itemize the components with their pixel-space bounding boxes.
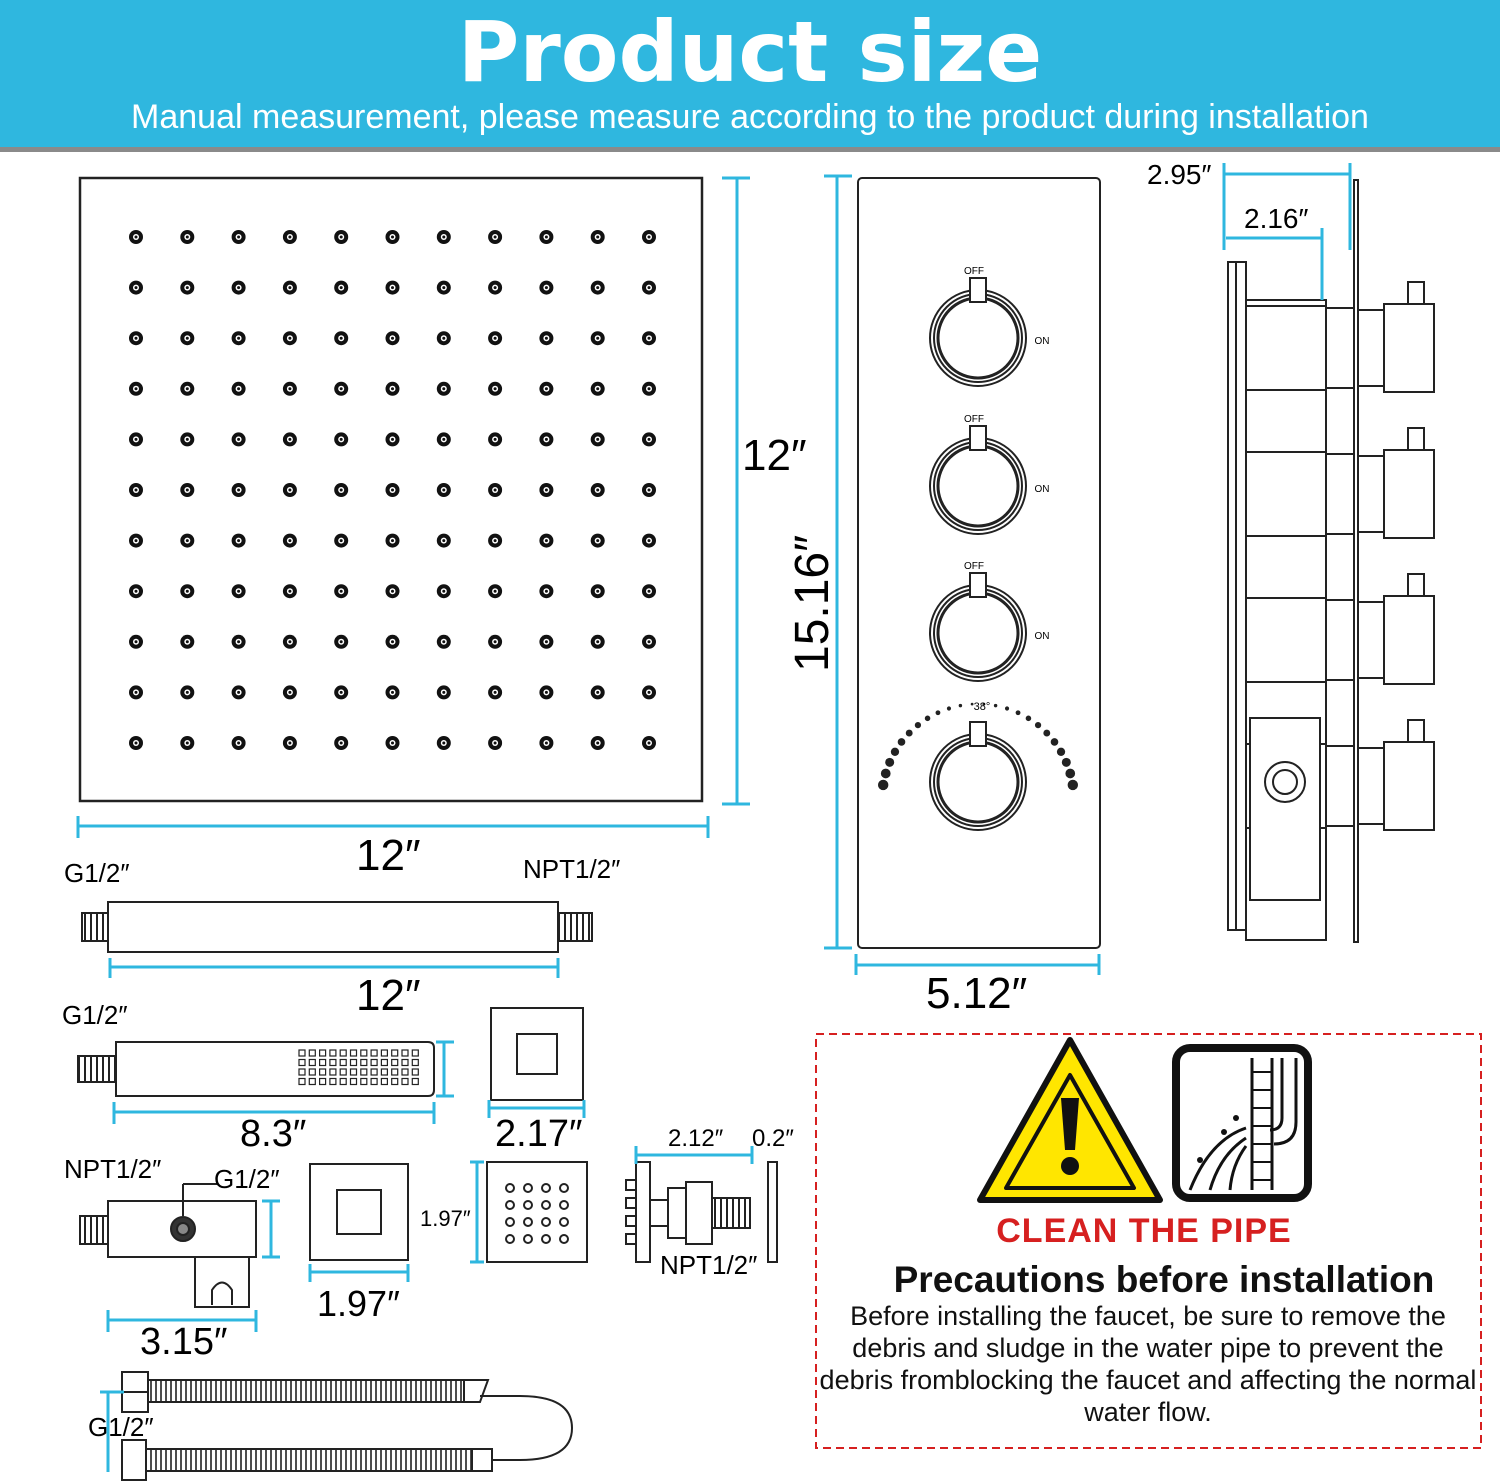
shower-arm-left-thread-label: G1/2″ — [64, 858, 130, 888]
square-flange — [491, 1008, 583, 1100]
jet-hole — [560, 1201, 568, 1209]
temp-dot — [915, 722, 921, 728]
hand-shower — [78, 1042, 434, 1096]
spray-hole — [330, 1060, 336, 1066]
page-subtitle: Manual measurement, please measure according to the product during installation — [131, 98, 1369, 136]
jet-hole — [506, 1201, 514, 1209]
jet-hole — [524, 1184, 532, 1192]
jet-hole — [524, 1235, 532, 1243]
spray-hole — [361, 1079, 367, 1085]
temp-dot — [1026, 716, 1032, 722]
spray-hole — [371, 1060, 377, 1066]
knob-off-label: OFF — [964, 561, 984, 572]
outlet-holder-length-label: 3.15″ — [140, 1321, 228, 1363]
temp-dot — [959, 704, 962, 707]
spray-hole — [330, 1050, 336, 1056]
shower-head-height-label: 12″ — [742, 431, 807, 480]
hand-shower-thread-label: G1/2″ — [62, 1000, 128, 1030]
body-jet-side-view — [626, 1162, 777, 1262]
side-knob-base — [1358, 456, 1384, 532]
spray-hole — [340, 1060, 346, 1066]
side-knob — [1384, 742, 1434, 830]
shower-head-width-label: 12″ — [356, 831, 421, 880]
spray-hole — [371, 1050, 377, 1056]
knob-on-label: ON — [1034, 484, 1050, 495]
side-knob — [1384, 596, 1434, 684]
side-body — [1246, 452, 1326, 536]
temp-dot — [881, 769, 891, 779]
side-knob — [1384, 450, 1434, 538]
temp-dot — [898, 738, 906, 746]
knob-off-label: OFF — [964, 266, 984, 277]
side-knob — [1384, 304, 1434, 392]
temp-dot — [1065, 769, 1075, 779]
knob-off-label: OFF — [964, 414, 984, 425]
temp-dot — [906, 730, 913, 737]
jet-hole — [560, 1184, 568, 1192]
clean-pipe-caption: CLEAN THE PIPE — [996, 1212, 1292, 1250]
shower-arm-right-thread-label: NPT1/2″ — [523, 854, 621, 884]
temp-dot — [1068, 780, 1078, 790]
side-knob-base — [1358, 602, 1384, 678]
temp-dot — [891, 748, 899, 756]
side-collar — [1326, 308, 1354, 388]
spray-hole — [361, 1060, 367, 1066]
precautions-body: Before installing the faucet, be sure to remove the debris and sludge in the water pipe to prevent the debris fromblocking the faucet and affecting the normal water flow. — [819, 1301, 1477, 1427]
shower-head — [80, 178, 702, 801]
spray-hole — [392, 1069, 398, 1075]
temp-dot — [1051, 738, 1059, 746]
knob-lever — [970, 278, 986, 302]
spray-hole — [351, 1069, 357, 1075]
spray-hole — [351, 1079, 357, 1085]
spray-hole — [351, 1050, 357, 1056]
spray-hole — [412, 1069, 418, 1075]
jet-hole — [524, 1201, 532, 1209]
jet-hole — [560, 1235, 568, 1243]
knob-on-label: ON — [1034, 336, 1050, 347]
spray-hole — [412, 1079, 418, 1085]
spray-hole — [361, 1069, 367, 1075]
knob-lever — [970, 426, 986, 450]
side-depth-outer-label: 2.95″ — [1147, 159, 1212, 190]
spray-hole — [381, 1060, 387, 1066]
shower-hose — [122, 1372, 572, 1480]
jet-hole — [560, 1218, 568, 1226]
jet-plate-thickness-label: 0.2″ — [752, 1125, 794, 1152]
spray-hole — [361, 1050, 367, 1056]
valve-knob — [930, 585, 1026, 681]
spray-hole — [309, 1050, 315, 1056]
spray-hole — [299, 1069, 305, 1075]
square-plate — [310, 1164, 408, 1260]
square-plate-dimension — [310, 1264, 408, 1282]
spray-hole — [330, 1069, 336, 1075]
knob-lever — [970, 573, 986, 597]
jet-hole — [524, 1218, 532, 1226]
spray-hole — [371, 1079, 377, 1085]
spray-hole — [299, 1050, 305, 1056]
jet-hole — [542, 1184, 550, 1192]
spray-hole — [381, 1079, 387, 1085]
temp-dot — [885, 758, 894, 767]
spray-hole — [320, 1050, 326, 1056]
jet-hole — [506, 1218, 514, 1226]
spray-hole — [412, 1050, 418, 1056]
side-lever — [1408, 574, 1424, 596]
knob-on-label: ON — [1034, 631, 1050, 642]
side-lever — [1408, 720, 1424, 742]
side-depth-inner-label: 2.16″ — [1244, 203, 1309, 234]
valve-panel — [858, 178, 1100, 948]
shower-arm-length-dimension — [110, 958, 558, 978]
temp-dot — [1062, 758, 1071, 767]
spray-hole — [351, 1060, 357, 1066]
jet-side-thread-label: NPT1/2″ — [660, 1250, 758, 1280]
spray-hole — [309, 1069, 315, 1075]
temp-dot — [925, 716, 931, 722]
temp-dot — [947, 706, 951, 710]
spray-hole — [320, 1060, 326, 1066]
temp-dot — [1057, 748, 1065, 756]
spray-hole — [392, 1079, 398, 1085]
body-jet-size-label: 1.97″ — [420, 1206, 471, 1231]
side-lever — [1408, 428, 1424, 450]
spray-hole — [402, 1079, 408, 1085]
jet-side-length-label: 2.12″ — [668, 1125, 724, 1152]
outlet-holder-left-thread-label: NPT1/2″ — [64, 1154, 162, 1184]
spray-hole — [392, 1060, 398, 1066]
side-body — [1246, 306, 1326, 390]
side-collar — [1326, 746, 1354, 826]
spray-hole — [392, 1050, 398, 1056]
spray-hole — [381, 1069, 387, 1075]
body-jet — [487, 1162, 587, 1262]
dirty-pipe-icon — [1176, 1048, 1308, 1198]
valve-side-view — [1228, 180, 1434, 942]
side-knob-base — [1358, 748, 1384, 824]
temperature-mark-label: 38° — [973, 701, 991, 713]
side-collar — [1326, 454, 1354, 534]
jet-hole — [506, 1184, 514, 1192]
spray-hole — [340, 1050, 346, 1056]
spray-hole — [320, 1079, 326, 1085]
spray-hole — [309, 1060, 315, 1066]
spray-hole — [320, 1069, 326, 1075]
body-jet-dimension — [470, 1162, 484, 1262]
precautions-heading: Precautions before installation — [893, 1259, 1435, 1300]
temp-dot — [1043, 730, 1050, 737]
side-lever — [1408, 282, 1424, 304]
spray-hole — [371, 1069, 377, 1075]
spray-hole — [402, 1069, 408, 1075]
warning-triangle-icon — [980, 1040, 1160, 1200]
knob-lever — [970, 722, 986, 746]
temp-dot — [878, 780, 888, 790]
spray-hole — [412, 1060, 418, 1066]
jet-hole — [506, 1235, 514, 1243]
shower-arm — [82, 902, 592, 952]
spray-hole — [402, 1050, 408, 1056]
spray-hole — [402, 1060, 408, 1066]
square-plate-size-label: 1.97″ — [317, 1283, 400, 1324]
side-body — [1246, 598, 1326, 682]
valve-knob — [930, 290, 1026, 386]
temp-dot — [1005, 706, 1009, 710]
hose-thread-label: G1/2″ — [88, 1412, 154, 1442]
shower-arm-length-label: 12″ — [356, 971, 421, 1020]
spray-hole — [299, 1060, 305, 1066]
flange-size-label: 2.17″ — [495, 1113, 583, 1155]
spray-hole — [330, 1079, 336, 1085]
jet-hole — [542, 1218, 550, 1226]
spray-hole — [381, 1050, 387, 1056]
valve-panel-height-label: 15.16″ — [786, 534, 839, 672]
valve-knob — [930, 734, 1026, 830]
spray-hole — [340, 1069, 346, 1075]
jet-hole — [542, 1235, 550, 1243]
temp-dot — [1016, 710, 1021, 715]
outlet-holder-right-thread-label: G1/2″ — [214, 1164, 280, 1194]
valve-panel-width-label: 5.12″ — [926, 969, 1028, 1018]
spray-hole — [340, 1079, 346, 1085]
temp-dot — [994, 704, 997, 707]
spray-hole — [309, 1079, 315, 1085]
spray-hole — [299, 1079, 305, 1085]
hand-shower-length-label: 8.3″ — [240, 1113, 307, 1155]
jet-hole — [542, 1201, 550, 1209]
shower-head-height-dimension — [722, 178, 750, 804]
side-knob-base — [1358, 310, 1384, 386]
valve-knob — [930, 438, 1026, 534]
outlet-holder — [80, 1184, 256, 1307]
temp-dot — [936, 710, 941, 715]
page-title: Product size — [457, 3, 1043, 101]
temp-dot — [1035, 722, 1041, 728]
side-collar — [1326, 600, 1354, 680]
